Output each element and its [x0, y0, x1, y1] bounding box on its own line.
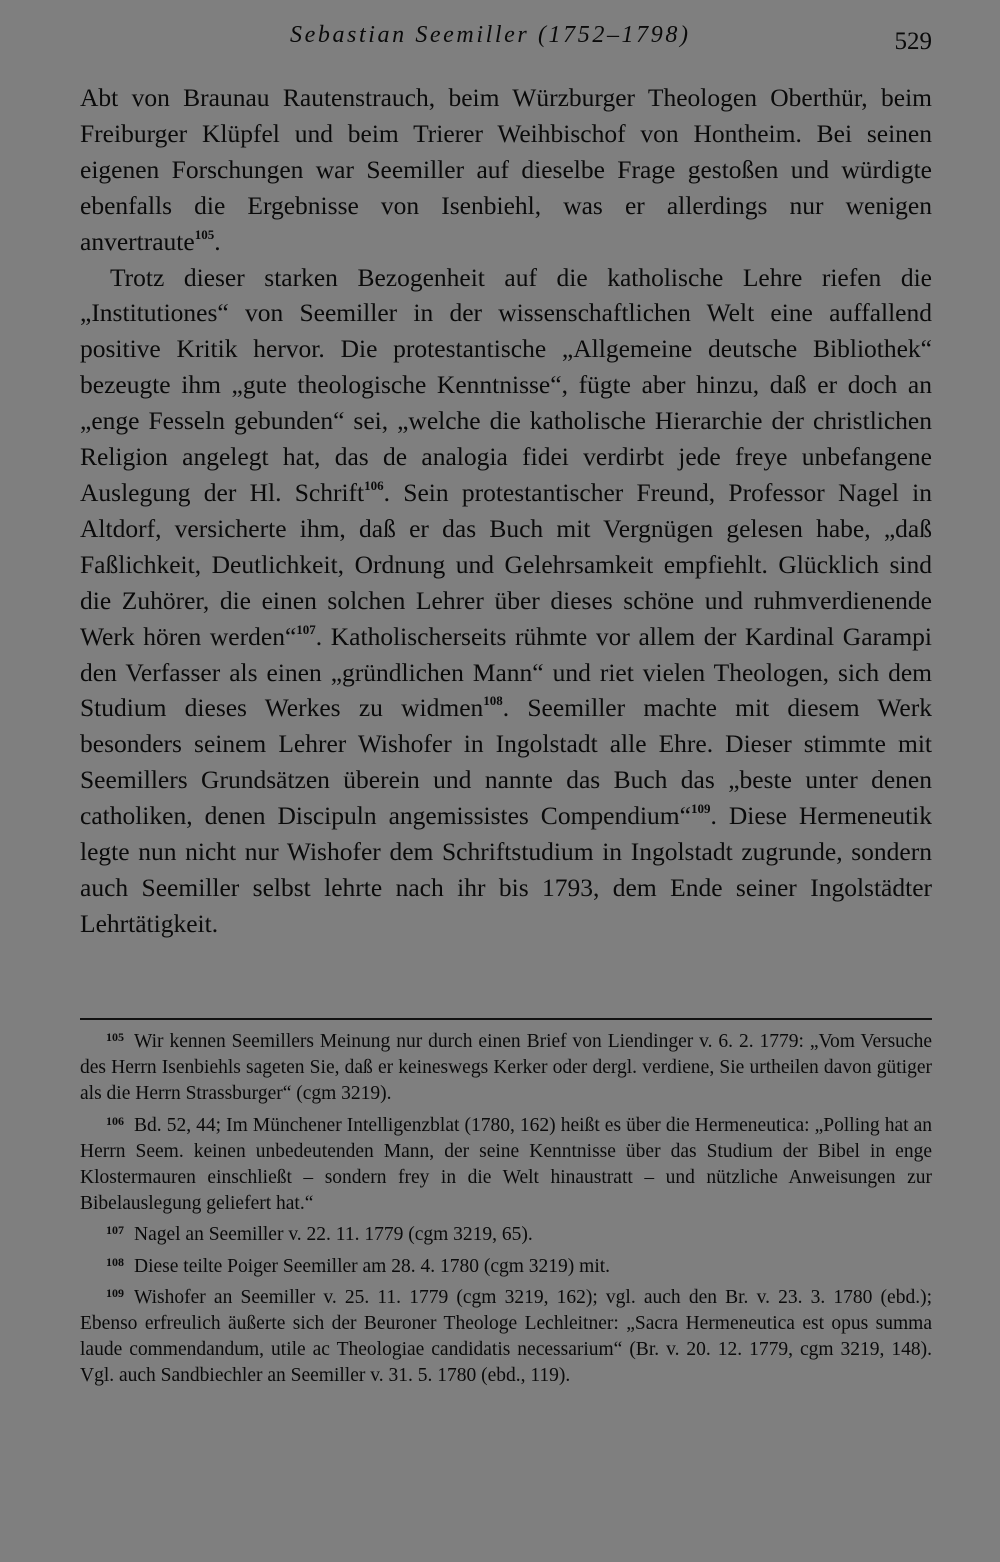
- footnote-109: [80, 1280, 932, 1390]
- running-title: Sebastian Seemiller (1752–1798): [290, 22, 691, 48]
- running-header: [0, 22, 1000, 58]
- page-number: 529: [894, 28, 932, 55]
- paragraph-text: Trotz dieser starken Bezogenheit auf die katholische Lehre riefen die „Institutiones“ von Seemiller in der wissenschaftlichen Welt eine auffallend positive Kritik hervor. Die protestantische „Allgemeine deutsche Bibliothek“ bezeugte ihm „gute theologische Kenntnisse“, fügte aber hinzu, daß er doch an „enge Fesseln gebunden“ sei, „welche die katholische Hierarchie der christlichen Religion angelegt hat, das de analogia fidei verdirbt jede freye unbefangene Auslegung der Hl. Schrift: [80, 262, 932, 507]
- footnote-106: [80, 1108, 932, 1218]
- footnote-107: [80, 1217, 932, 1248]
- footnote-text: Diese teilte Poiger Seemiller am 28. 4. 1780 (cgm 3219) mit.: [134, 1255, 611, 1277]
- footnote-number: 105: [106, 1030, 124, 1044]
- paragraph-text: . Diese Hermeneutik legte nun nicht nur Wishofer dem Schriftstudium in Ingolstadt zugrunde, sondern auch Seemiller selbst lehrte nach ihr bis 1793, dem Ende seiner Ingolstädter Lehrtätigkeit.: [80, 801, 932, 938]
- paragraph-text: .: [214, 226, 221, 256]
- footnote-number: 108: [106, 1254, 124, 1269]
- paragraph-text: Abt von Braunau Rautenstrauch, beim Würzburger Theologen Oberthür, beim Freiburger Klüpfel und beim Trierer Weihbischof von Hontheim. Bei seinen eigenen Forschungen war Seemiller auf dieselbe Frage gestoßen und würdigte ebenfalls die Ergebnisse von Isenbiehl, was er allerdings nur wenigen anvertraute: [80, 83, 932, 256]
- footnotes: [80, 1024, 932, 1390]
- paragraph-2: [80, 260, 932, 942]
- footnote-ref-106: 106: [364, 477, 384, 493]
- footnote-ref-108: 108: [483, 693, 503, 709]
- footnote-ref-105: 105: [194, 226, 215, 242]
- footnote-separator: [80, 1018, 932, 1020]
- footnote-ref-109: 109: [690, 801, 711, 817]
- footnote-number: 107: [106, 1223, 124, 1238]
- footnote-text: Wishofer an Seemiller v. 25. 11. 1779 (cgm 3219, 162); vgl. auch den Br. v. 23. 3. 1780 (ebd.); Ebenso erfreulich äußerte sich der Beuroner Theologe Lechleitner: „Sacra Hermeneutica est opus summa laude commendandum, utile ac Theologiae candidatis necessarium“ (Br. v. 20. 12. 1779, cgm 3219, 148). Vgl. auch Sandbiechler an Seemiller v. 31. 5. 1780 (ebd., 119).: [80, 1286, 932, 1387]
- footnote-number: 106: [106, 1113, 124, 1128]
- footnote-ref-107: 107: [296, 621, 316, 637]
- footnote-number: 109: [106, 1285, 124, 1300]
- paragraph-text: . Sein protestantischer Freund, Professor Nagel in Altdorf, versicherte ihm, daß er das Buch mit Vergnügen gelesen habe, „daß Faßlichkeit, Deutlichkeit, Ordnung und Gelehrsamkeit empfiehlt. Glücklich sind die Zuhörer, die einen solchen Lehrer über dieses schöne und ruhmverdienende Werk hören werden“: [80, 477, 932, 651]
- footnote-text: Wir kennen Seemillers Meinung nur durch einen Brief von Liendinger v. 6. 2. 1779: „Vom Versuche des Herrn Isenbiehls sageten Sie, daß er keineswegs Kerker oder dergl. verdiene, Sie urtheilen davon gütiger als die Herrn Strassburger“ (cgm 3219).: [80, 1031, 932, 1105]
- footnote-108: [80, 1249, 932, 1280]
- paragraph-text: . Seemiller machte mit diesem Werk besonders seinem Lehrer Wishofer in Ingolstadt alle Ehre. Dieser stimmte mit Seemillers Grundsätzen überein und nannte das Buch das „beste unter denen catholiken, denen Discipuln angemissistes Compendium“: [80, 693, 932, 831]
- paragraph-1: [80, 80, 932, 260]
- footnote-105: [80, 1024, 932, 1108]
- paragraph-text: . Katholischerseits rühmte vor allem der Kardinal Garampi den Verfasser als einen „gründlichen Mann“ und riet vielen Theologen, sich dem Studium dieses Werkes zu widmen: [80, 621, 932, 723]
- footnote-text: Bd. 52, 44; Im Münchener Intelligenzblat (1780, 162) heißt es über die Hermeneutica: „Polling hat an Herrn Seem. keinen unbedeutenden Mann, der seine Kenntnisse über das Studium der Bibel in enge Klostermauren einschließt – sondern frey in die Welt hinaustratt – und nützliche Anweisungen zur Bibelauslegung geliefert hat.“: [80, 1114, 932, 1215]
- main-text: [80, 80, 932, 942]
- footnote-text: Nagel an Seemiller v. 22. 11. 1779 (cgm 3219, 65).: [134, 1224, 533, 1246]
